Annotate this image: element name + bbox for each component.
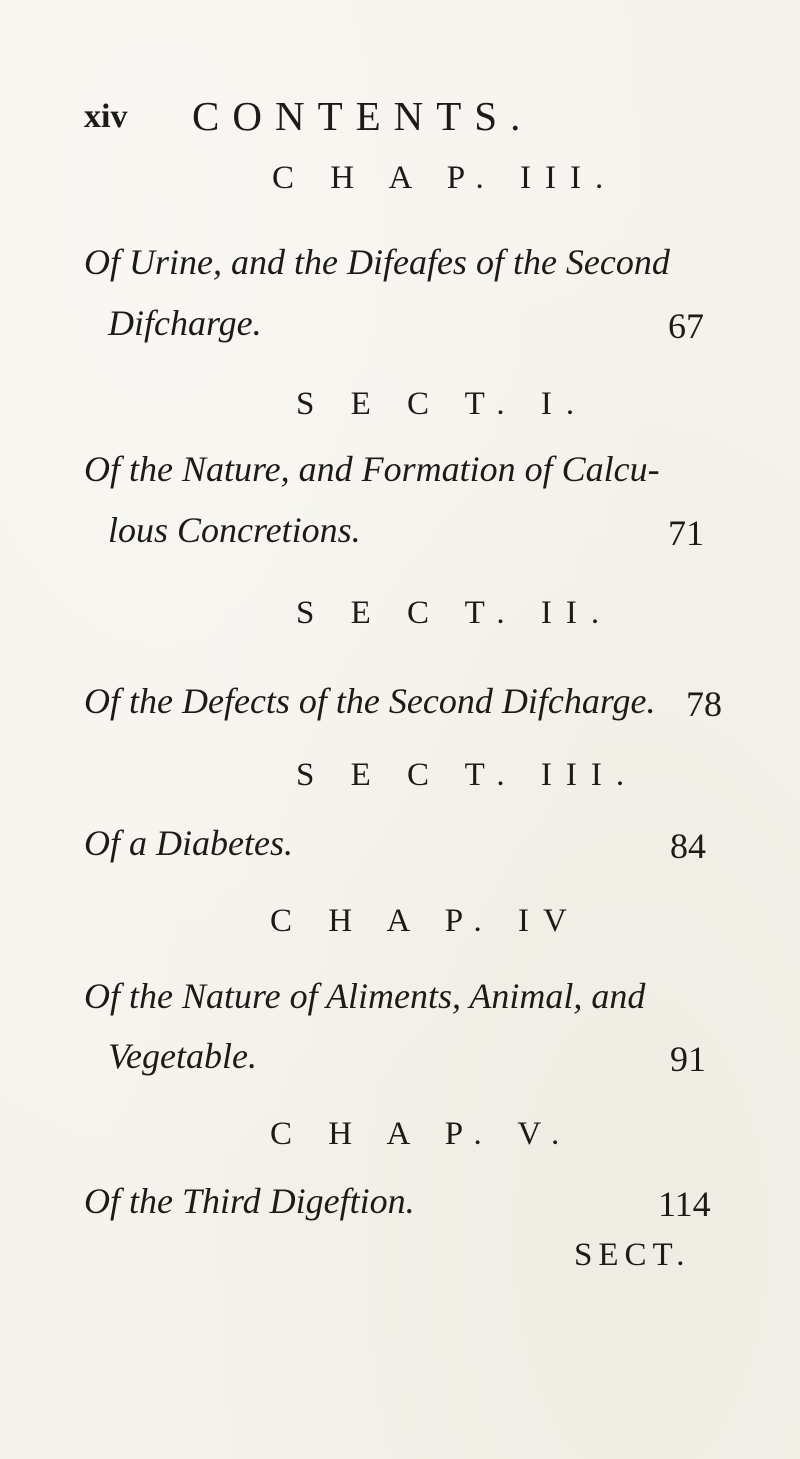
section-heading-1: S E C T. I. xyxy=(296,386,589,422)
catchword: SECT. xyxy=(574,1237,691,1273)
chapter-heading-5: C H A P. V. xyxy=(270,1116,574,1152)
entry-page-number: 84 xyxy=(670,826,706,866)
running-title: CONTENTS. xyxy=(192,93,534,139)
chapter-heading-4: C H A P. IV xyxy=(270,903,581,939)
entry-page-number: 71 xyxy=(668,513,704,553)
entry-page-number: 114 xyxy=(658,1184,711,1224)
entry-title-line: Of a Diabetes. xyxy=(84,823,293,863)
entry-title-line: Of the Third Digeftion. xyxy=(84,1181,415,1221)
section-heading-2: S E C T. II. xyxy=(296,595,614,631)
section-heading-3: S E C T. III. xyxy=(296,757,639,793)
entry-page-number: 78 xyxy=(686,684,722,724)
entry-title-line: lous Concretions. xyxy=(108,510,361,550)
entry-page-number: 91 xyxy=(670,1039,706,1079)
entry-title-line: Of the Nature, and Formation of Calcu- xyxy=(84,449,660,489)
page-folio: xiv xyxy=(84,98,128,135)
chapter-heading-3: C H A P. III. xyxy=(272,160,618,196)
entry-title-line: Of Urine, and the Difeafes of the Second xyxy=(84,242,670,282)
entry-title-line: Difcharge. xyxy=(108,303,262,343)
entry-title-line: Of the Defects of the Second Difcharge. xyxy=(84,681,656,721)
entry-title-line: Vegetable. xyxy=(108,1036,257,1076)
entry-page-number: 67 xyxy=(668,306,704,346)
entry-title-line: Of the Nature of Aliments, Animal, and xyxy=(84,976,646,1016)
